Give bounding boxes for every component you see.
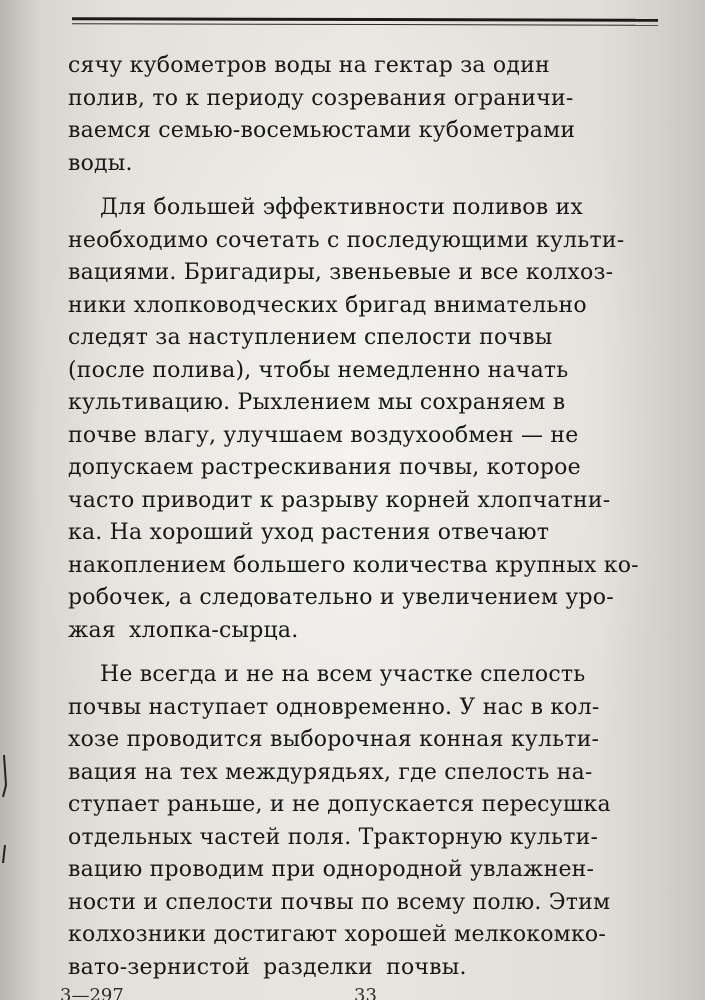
text-line: культивацию. Рыхлением мы сохраняем в [68,390,566,415]
text-line: робочек, а следовательно и увеличением уро- [68,585,614,610]
text-line: (после полива), чтобы немедленно начать [68,357,569,383]
signature-mark: 3—297 [60,985,124,1000]
binding-mark [0,745,10,875]
text-line: вация на тех междурядьях, где спелость на- [68,759,593,785]
text-line: почве влагу, улучшаем воздухообмен — не [68,422,579,448]
text-line: часто приводит к разрыву корней хлопчатни- [68,487,611,513]
text-line: вациями. Бригадиры, звеньевые и все колхоз- [68,260,614,285]
text-line: Не всегда и не на всем участке спелость [100,662,586,687]
text-line: вацию проводим при однородной увлажнен- [68,857,595,882]
text-line: отдельных частей поля. Тракторную культи- [68,824,599,850]
text-line: почвы наступает одновременно. У нас в кол- [68,694,600,720]
body-text [68,50,658,996]
top-rule [72,17,658,22]
page-number: 33 [354,985,377,1000]
text-line: необходимо сочетать с последующими культи- [68,227,625,253]
text-line: ступает раньше, и не допускается пересушка [68,792,611,817]
text-line: воды. [68,150,133,176]
top-rule-thin [72,23,658,26]
text-line: накоплением большего количества крупных ко- [68,552,639,578]
text-line: вато-зернистой разделки почвы. [68,954,467,980]
text-line: допускаем растрескивания почвы, которое [68,455,581,480]
text-line: Для большей эффективности поливов их [100,195,583,220]
text-line: колхозники достигают хорошей мелкокомко- [68,922,607,947]
text-line: полив, то к периоду созревания ограничи- [68,85,574,111]
text-line: ка. На хороший уход растения отвечают [68,520,550,545]
paragraph-1 [68,50,658,180]
page-footer [0,985,705,1000]
text-line: сячу кубометров воды на гектар за один [68,53,550,78]
paragraph-2 [68,192,658,647]
text-line: ности и спелости почвы по всему полю. Этим [68,889,611,915]
paragraph-3 [68,659,658,984]
text-line: следят за наступлением спелости почвы [68,325,553,350]
text-line: хозе проводится выборочная конная культи- [68,727,600,752]
text-line: ваемся семью-восемьюстами кубометрами [68,118,576,143]
text-line: жая хлопка-сырца. [68,617,299,643]
text-line: ники хлопководческих бригад внимательно [68,292,587,318]
